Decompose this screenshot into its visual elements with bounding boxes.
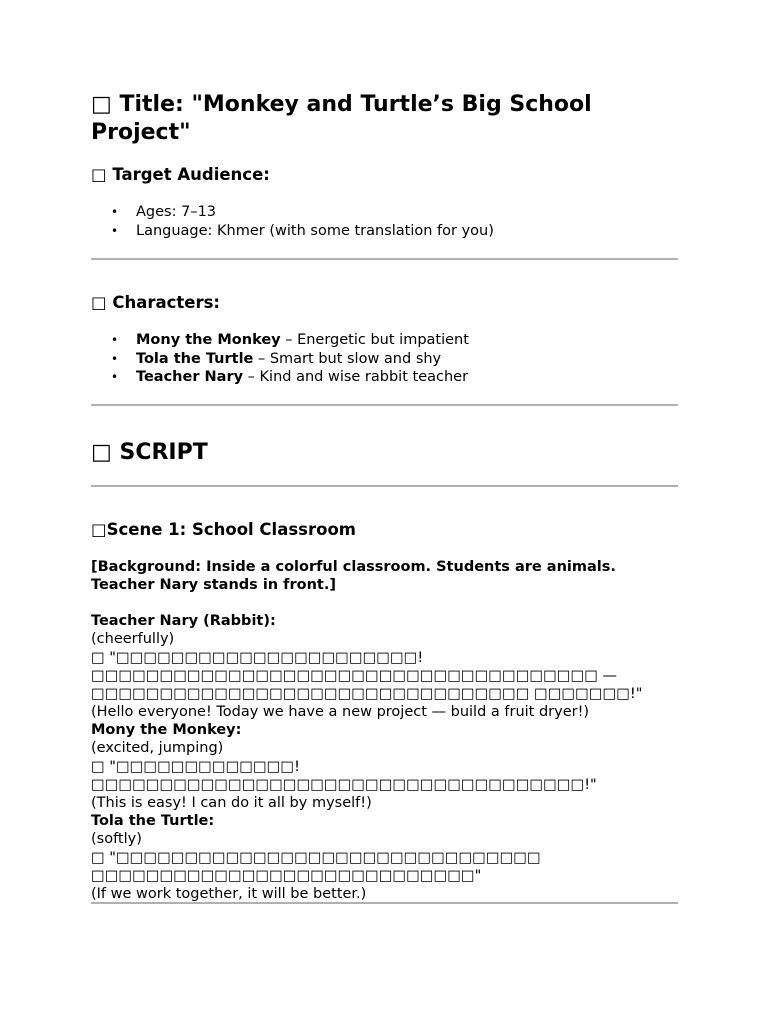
audience-heading-text: Target Audience: xyxy=(112,165,270,184)
character-name: Teacher Nary xyxy=(136,369,244,385)
english-translation: (Hello everyone! Today we have a new project — build a fruit dryer!) xyxy=(91,704,590,721)
scene-icon: □ xyxy=(91,520,107,539)
list-item: • Ages: 7–13 xyxy=(91,203,494,222)
script-icon: □ xyxy=(91,440,112,465)
khmer-line: □ "□□□□□□□□□□□□□! □□□□□□□□□□□□□□□□□□□□□□□□□□□□□□□□□□□□!" xyxy=(91,758,597,793)
character-desc: – Kind and wise rabbit teacher xyxy=(243,369,469,385)
dialogue-block xyxy=(91,721,678,812)
english-translation: (This is easy! I can do it all by myself!) xyxy=(91,795,372,812)
stage-direction: (cheerfully) xyxy=(91,631,175,648)
divider xyxy=(91,258,678,260)
audience-heading xyxy=(91,164,270,186)
script-heading xyxy=(91,439,208,467)
scene-heading-text: Scene 1: School Classroom xyxy=(106,520,356,539)
speaker-name: Teacher Nary (Rabbit): xyxy=(91,613,276,629)
script-heading-text: SCRIPT xyxy=(119,440,208,465)
list-item xyxy=(91,368,469,387)
stage-direction: (excited, jumping) xyxy=(91,740,224,757)
speaker-name: Mony the Monkey: xyxy=(91,722,242,738)
title-icon: □ xyxy=(91,92,112,117)
audience-list xyxy=(91,203,494,240)
divider xyxy=(91,404,678,406)
characters-list xyxy=(91,331,469,387)
khmer-line: □ "□□□□□□□□□□□□□□□□□□□□□□□□□□□□□□□ □□□□□□□□□□□□□□□□□□□□□□□□□□□□" xyxy=(91,849,541,884)
scene-background: [Background: Inside a colorful classroom. Students are animals. Teacher Nary stands in front.] xyxy=(91,559,616,594)
stage-direction: (softly) xyxy=(91,831,142,848)
title-text: Title: "Monkey and Turtle’s Big School Project" xyxy=(91,92,592,145)
document-title xyxy=(91,91,678,147)
list-item: • Language: Khmer (with some translation for you) xyxy=(91,222,494,241)
character-desc: – Smart but slow and shy xyxy=(253,350,442,367)
list-item xyxy=(91,331,469,350)
divider xyxy=(91,485,678,487)
dialogue-block xyxy=(91,812,678,903)
list-item xyxy=(91,350,469,369)
khmer-line: □ "□□□□□□□□□□□□□□□□□□□□□□! □□□□□□□□□□□□□□□□□□□□□□□□□□□□□□□□□□□□□ — □□□□□□□□□□□□□□□□□□□□□□□□□□□□□□□□ □□□□□□□!" xyxy=(91,649,643,703)
english-translation: (If we work together, it will be better.) xyxy=(91,886,367,903)
character-desc: – Energetic but impatient xyxy=(280,332,469,348)
characters-heading xyxy=(91,292,220,314)
speaker-name: Tola the Turtle: xyxy=(91,813,215,829)
scene-heading xyxy=(91,519,356,541)
dialogue-block xyxy=(91,612,678,722)
character-name: Mony the Monkey xyxy=(136,332,281,348)
characters-icon: □ xyxy=(91,293,107,312)
divider xyxy=(91,902,678,904)
audience-icon: □ xyxy=(91,165,107,184)
character-name: Tola the Turtle xyxy=(136,350,254,367)
characters-heading-text: Characters: xyxy=(112,293,221,312)
